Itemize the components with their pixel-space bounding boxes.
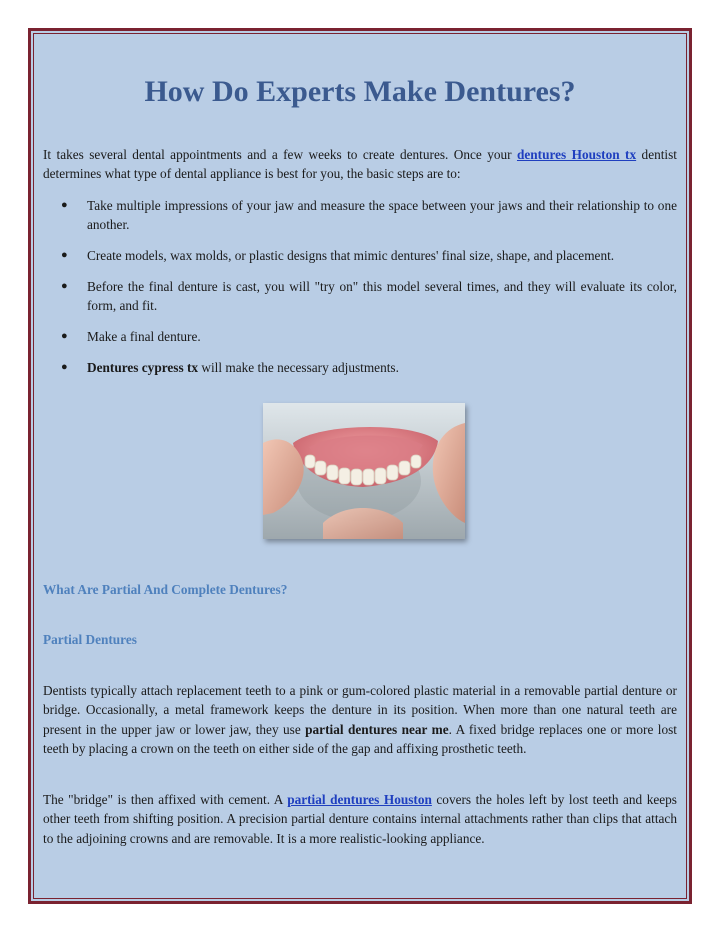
para2-text-after: covers the holes left by lost teeth and keeps other teeth from shifting position. A precision partial denture contains internal attachments rather than clips that attach to the adjoining crowns and are removable. It is a more realistic-looking appliance. bbox=[43, 792, 677, 846]
step-text: Take multiple impressions of your jaw and measure the space between your jaws and their relationship to one another. bbox=[87, 198, 677, 232]
dentures-houston-link[interactable]: dentures Houston tx bbox=[516, 147, 637, 162]
sub-heading: Partial Dentures bbox=[43, 632, 137, 647]
step-text: will make the necessary adjustments. bbox=[198, 360, 399, 375]
bullet-icon: ● bbox=[61, 199, 68, 211]
list-item bbox=[43, 277, 677, 315]
list-item bbox=[43, 246, 677, 265]
bullet-icon: ● bbox=[61, 280, 68, 292]
bullet-icon: ● bbox=[61, 330, 68, 342]
partial-dentures-paragraph bbox=[43, 681, 677, 759]
para2-text-before: The "bridge" is then affixed with cement. A bbox=[43, 792, 288, 807]
step-text: Make a final denture. bbox=[87, 329, 201, 344]
steps-list bbox=[43, 196, 677, 389]
partial-dentures-near-me-bold: partial dentures near me bbox=[305, 721, 449, 737]
section-heading: What Are Partial And Complete Dentures? bbox=[43, 582, 288, 597]
para1-text-after: . A fixed bridge replaces one or more lost teeth by placing a crown on the teeth on either side of the gap and affixing prosthetic teeth. bbox=[43, 721, 677, 757]
bullet-icon: ● bbox=[61, 249, 68, 261]
list-item bbox=[43, 358, 677, 377]
document-page bbox=[28, 28, 692, 904]
partial-dentures-houston-link[interactable]: partial dentures Houston bbox=[287, 792, 432, 807]
dentures-photo bbox=[263, 403, 465, 539]
list-item bbox=[43, 327, 677, 346]
list-item bbox=[43, 196, 677, 234]
step-text: Create models, wax molds, or plastic designs that mimic dentures' final size, shape, and placement. bbox=[87, 248, 615, 263]
intro-text-before: It takes several dental appointments and a few weeks to create dentures. Once your bbox=[43, 147, 517, 162]
intro-paragraph bbox=[43, 145, 677, 183]
bridge-paragraph bbox=[43, 790, 677, 848]
dentures-illustration bbox=[263, 403, 465, 539]
page-title: How Do Experts Make Dentures? bbox=[144, 75, 576, 108]
dentures-cypress-bold: Dentures cypress tx bbox=[87, 360, 199, 375]
intro-text-after: dentist determines what type of dental appliance is best for you, the basic steps are to: bbox=[43, 147, 677, 181]
bullet-icon: ● bbox=[61, 361, 68, 373]
para1-text-before: Dentists typically attach replacement teeth to a pink or gum-colored plastic material in a removable partial denture or bridge. Occasionally, a metal framework keeps the denture in its position. When more than one natural teeth are present in the upper jaw or lower jaw, they use bbox=[43, 683, 677, 737]
step-text: Before the final denture is cast, you will "try on" this model several times, and they will evaluate its color, form, and fit. bbox=[87, 279, 677, 313]
